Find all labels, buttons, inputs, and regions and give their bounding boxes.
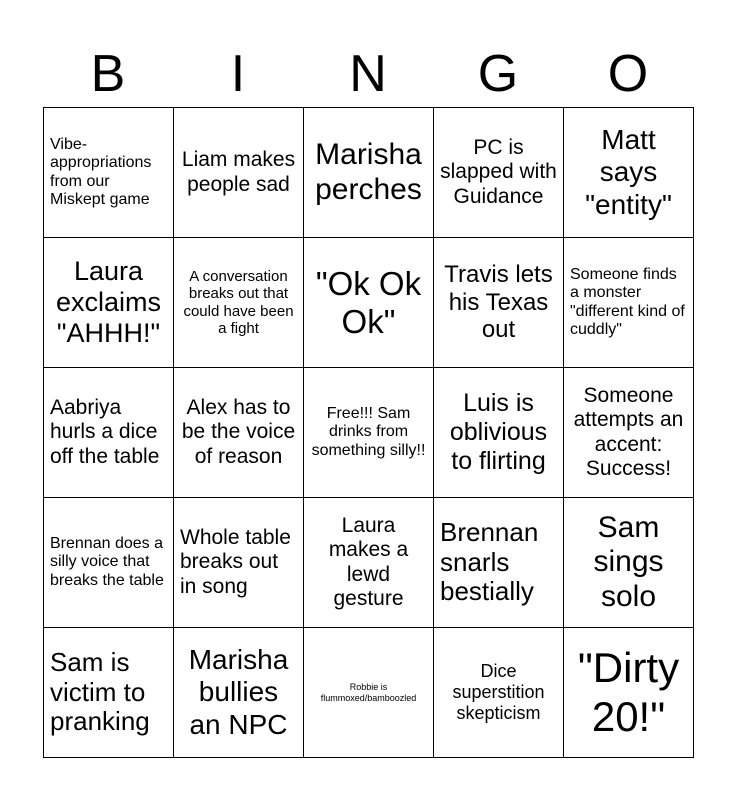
- bingo-card-grid: [43, 107, 694, 758]
- bingo-cell[interactable]: "Ok Ok Ok": [304, 238, 434, 368]
- bingo-cell[interactable]: "Dirty 20!": [564, 628, 694, 758]
- bingo-cell[interactable]: Someone attempts an accent: Success!: [564, 368, 694, 498]
- bingo-cell[interactable]: A conversation breaks out that could have been a fight: [174, 238, 304, 368]
- bingo-cell[interactable]: PC is slapped with Guidance: [434, 108, 564, 238]
- bingo-row: [44, 108, 694, 238]
- bingo-cell[interactable]: Dice superstition skepticism: [434, 628, 564, 758]
- bingo-cell[interactable]: Marisha perches: [304, 108, 434, 238]
- bingo-cell[interactable]: Vibe-appropriations from our Miskept game: [44, 108, 174, 238]
- header-letter-b: B: [90, 45, 126, 103]
- bingo-cell[interactable]: Travis lets his Texas out: [434, 238, 564, 368]
- bingo-row: [44, 238, 694, 368]
- bingo-cell[interactable]: Luis is oblivious to flirting: [434, 368, 564, 498]
- bingo-cell[interactable]: Alex has to be the voice of reason: [174, 368, 304, 498]
- bingo-cell[interactable]: Brennan snarls bestially: [434, 498, 564, 628]
- header-letter-g: G: [477, 45, 519, 103]
- bingo-cell[interactable]: Sam sings solo: [564, 498, 694, 628]
- bingo-cell[interactable]: Laura exclaims "AHHH!": [44, 238, 174, 368]
- header-letter-n: N: [349, 45, 387, 103]
- header-letter-i: I: [230, 45, 246, 103]
- bingo-row: [44, 628, 694, 758]
- bingo-cell[interactable]: Aabriya hurls a dice off the table: [44, 368, 174, 498]
- bingo-row: [44, 498, 694, 628]
- bingo-cell[interactable]: Whole table breaks out in song: [174, 498, 304, 628]
- bingo-cell[interactable]: Brennan does a silly voice that breaks the table: [44, 498, 174, 628]
- bingo-cell[interactable]: Liam makes people sad: [174, 108, 304, 238]
- bingo-cell[interactable]: Someone finds a monster "different kind of cuddly": [564, 238, 694, 368]
- bingo-header: [43, 42, 693, 106]
- bingo-cell[interactable]: Sam is victim to pranking: [44, 628, 174, 758]
- bingo-row: [44, 368, 694, 498]
- bingo-cell[interactable]: Robbie is flummoxed/bamboozled: [304, 628, 434, 758]
- bingo-cell[interactable]: Laura makes a lewd gesture: [304, 498, 434, 628]
- bingo-cell[interactable]: Free!!! Sam drinks from something silly!!: [304, 368, 434, 498]
- bingo-cell[interactable]: Matt says "entity": [564, 108, 694, 238]
- header-letter-o: O: [607, 45, 649, 103]
- bingo-cell[interactable]: Marisha bullies an NPC: [174, 628, 304, 758]
